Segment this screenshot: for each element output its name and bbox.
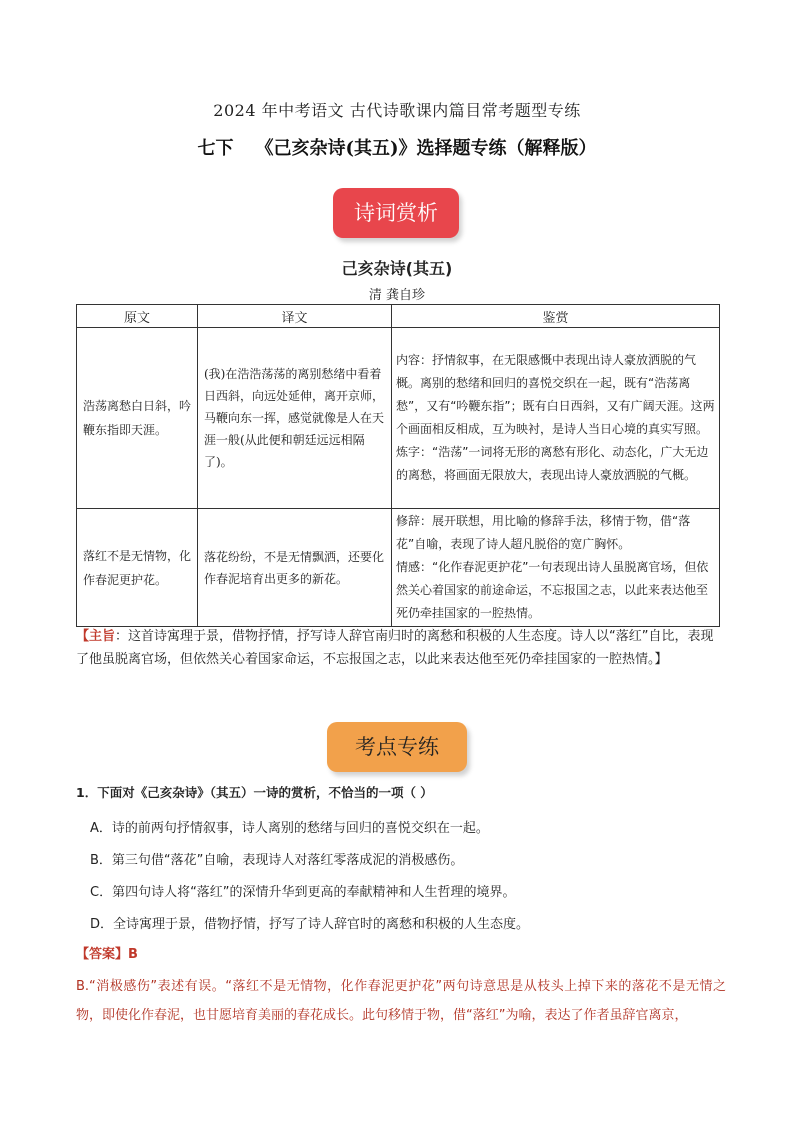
table-cell-translation: (我)在浩浩荡荡的离别愁绪中看着日西斜，向远处延伸，离开京师，马鞭向东一挥，感觉就像是人在天涯一般(从此便和朝廷远远相隔了)。 xyxy=(198,328,392,509)
table-header-original: 原文 xyxy=(77,305,198,328)
title-text: 《己亥杂诗(其五)》选择题专练（解释版） xyxy=(255,138,597,159)
option-a: A．诗的前两句抒情叙事，诗人离别的愁绪与回归的喜悦交织在一起。 xyxy=(90,821,489,836)
poem-table xyxy=(76,304,720,627)
theme-summary xyxy=(76,625,721,671)
option-c: C．第四句诗人将“落红”的深情升华到更高的奉献精神和人生哲理的境界。 xyxy=(90,885,516,900)
question-stem: 1．下面对《己亥杂诗》（其五）一诗的赏析，不恰当的一项（ ） xyxy=(76,785,433,800)
appreciation-content: 内容：抒情叙事，在无限感慨中表现出诗人豪放洒脱的气概。离别的愁绪和回归的喜悦交织在一起，既有“浩荡离愁”，又有“吟鞭东指”；既有白日西斜，又有广阔天涯。这两个画面相反相成，互为映衬，是诗人当日心境的真实写照。 xyxy=(396,353,715,436)
answer-label: 【答案】B xyxy=(76,947,138,962)
appreciation-rhetoric: 修辞：展开联想，用比喻的修辞手法，移情于物，借“落花”自喻，表现了诗人超凡脱俗的宽广胸怀。 xyxy=(396,514,691,551)
poem-author: 清 龚自珍 xyxy=(368,288,426,303)
section-badge-appreciation: 诗词赏析 xyxy=(333,188,459,238)
theme-text: ：这首诗寓理于景，借物抒情，抒写诗人辞官南归时的离愁和积极的人生态度。诗人以“落红”自比，表现了他虽脱离官场，但依然关心着国家命运，不忘报国之志，以此来表达他至死仍牵挂国家的一腔热情。】 xyxy=(76,629,714,667)
table-cell-translation: 落花纷纷，不是无情飘洒，还要化作春泥培育出更多的新花。 xyxy=(198,509,392,627)
option-b: B．第三句借“落花”自喻，表现诗人对落红零落成泥的消极感伤。 xyxy=(90,853,464,868)
table-header-translation: 译文 xyxy=(198,305,392,328)
section-badge-practice: 考点专练 xyxy=(327,722,467,772)
poem-title: 己亥杂诗(其五) xyxy=(341,259,453,278)
option-d: D．全诗寓理于景，借物抒情，抒写了诗人辞官时的离愁和积极的人生态度。 xyxy=(90,917,530,932)
table-cell-appreciation xyxy=(392,328,720,509)
table-row xyxy=(77,509,720,627)
table-cell-original: 浩荡离愁白日斜，吟鞭东指即天涯。 xyxy=(77,328,198,509)
document-subtitle: 2024 年中考语文 古代诗歌课内篇目常考题型专练 xyxy=(213,101,581,120)
table-row xyxy=(77,328,720,509)
table-header-appreciation: 鉴赏 xyxy=(392,305,720,328)
appreciation-emotion: 情感：“化作春泥更护花”一句表现出诗人虽脱离官场，但依然关心着国家的前途命运，不忘报国之志，以此来表达他至死仍牵挂国家的一腔热情。 xyxy=(396,560,709,620)
answer-explanation: B.“消极感伤”表述有误。“落红不是无情物，化作春泥更护花”两句诗意思是从枝头上掉下来的落花不是无情之物，即使化作春泥，也甘愿培育美丽的春花成长。此句移情于物，借“落红”为喻，表达了作者虽辞官离京， xyxy=(76,979,726,1023)
table-header-row xyxy=(77,305,720,328)
grade-label: 七下 xyxy=(197,138,234,159)
table-cell-original: 落红不是无情物，化作春泥更护花。 xyxy=(77,509,198,627)
appreciation-word: 炼字：“浩荡”一词将无形的离愁有形化、动态化，广大无边的离愁，将画面无限放大，表现出诗人豪放洒脱的气概。 xyxy=(396,445,709,482)
document-title xyxy=(0,134,794,160)
theme-tag: 【主旨 xyxy=(76,629,116,644)
table-cell-appreciation xyxy=(392,509,720,627)
